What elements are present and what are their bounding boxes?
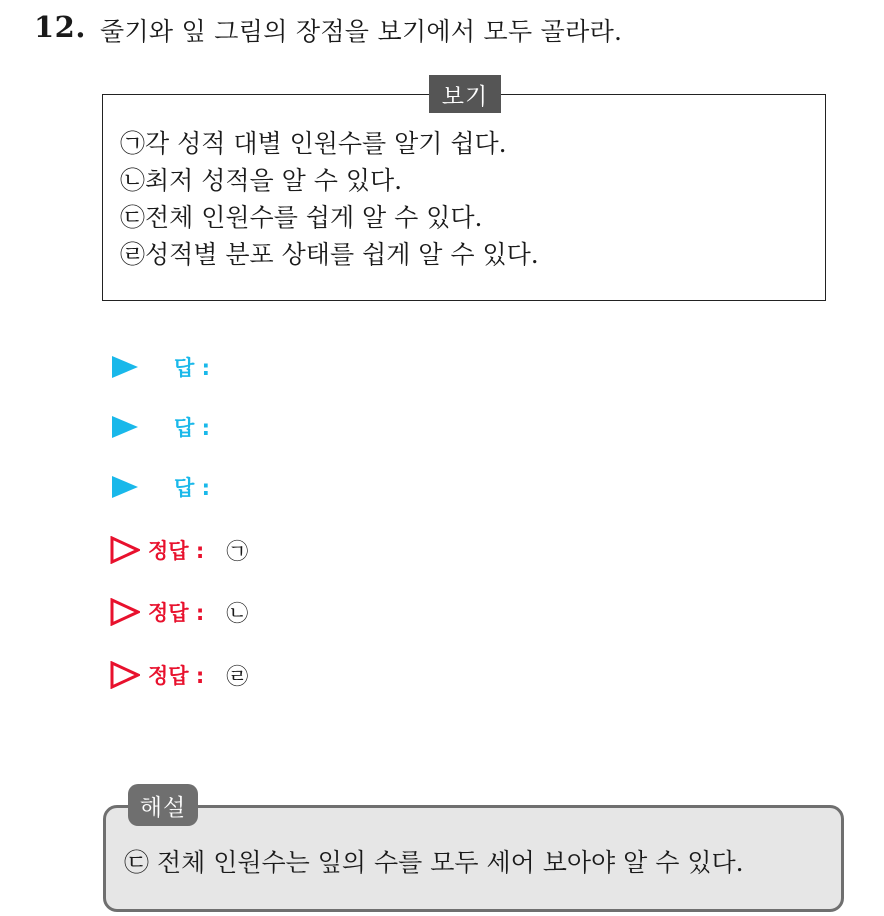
explanation-tag: 해설 [128,784,198,826]
question-text: 줄기와 잎 그림의 장점을 보기에서 모두 골라라. [100,17,623,46]
bogi-list [120,125,539,273]
bogi-item: ㉢전체 인원수를 쉽게 알 수 있다. [120,203,483,232]
question-number: 12. [34,10,86,44]
answer-label: 답 : [174,416,210,440]
correct-answer-row [108,530,248,570]
outline-triangle-icon [110,661,140,689]
correct-answer-label: 정답 : [148,539,205,563]
answer-row[interactable] [108,347,210,387]
outline-triangle-icon [110,598,140,626]
correct-answer-label: 정답 : [148,601,205,625]
correct-answer-value: ㉡ [226,601,249,627]
bogi-item: ㉠각 성적 대별 인원수를 알기 쉽다. [120,129,507,158]
outline-triangle-icon [110,536,140,564]
explanation-text: ㉢ 전체 인원수는 잎의 수를 모두 세어 보아야 알 수 있다. [124,848,744,877]
play-arrow-icon [112,356,138,378]
answer-label: 답 : [174,356,210,380]
answer-label: 답 : [174,476,210,500]
play-arrow-icon [112,416,138,438]
correct-answer-value: ㉣ [226,664,249,690]
correct-answer-value: ㉠ [226,539,249,565]
correct-answer-row [108,655,248,695]
answer-row[interactable] [108,407,210,447]
bogi-item: ㉣성적별 분포 상태를 쉽게 알 수 있다. [120,240,539,269]
play-arrow-icon [112,476,138,498]
correct-answer-label: 정답 : [148,664,205,688]
bogi-tag: 보기 [429,75,501,113]
correct-answer-row [108,592,248,632]
answer-row[interactable] [108,467,210,507]
bogi-item: ㉡최저 성적을 알 수 있다. [120,166,403,195]
